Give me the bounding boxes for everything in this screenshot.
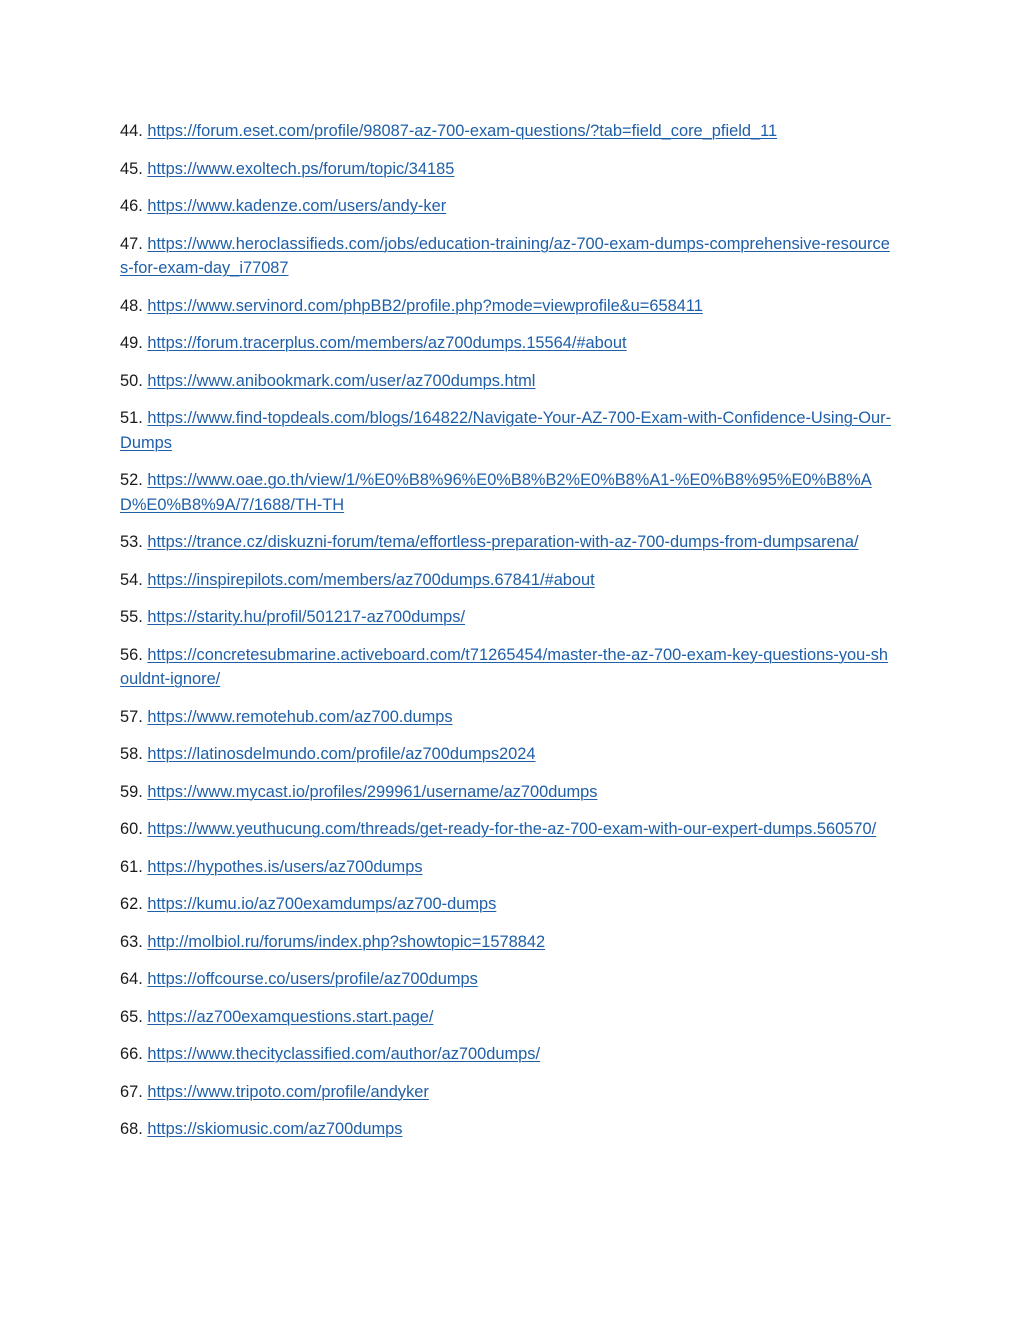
item-link[interactable]: https://www.exoltech.ps/forum/topic/34185 [147,159,455,178]
list-item [120,780,895,805]
item-link[interactable]: https://www.oae.go.th/view/1/%E0%B8%96%E0%B8%B2%E0%B8%A1-%E0%B8%95%E0%B8%AD%E0%B8%9A/7/1688/TH-TH [120,471,872,514]
list-item [120,705,895,730]
item-number: 58. [120,745,143,763]
item-link[interactable]: https://www.kadenze.com/users/andy-ker [147,197,447,215]
list-item [120,930,895,955]
item-number: 62. [120,895,143,913]
item-link[interactable]: https://www.mycast.io/profiles/299961/username/az700dumps [147,782,598,801]
item-link[interactable]: https://www.find-topdeals.com/blogs/164822/Navigate-Your-AZ-700-Exam-with-Confidence-Using-Our-Dumps [120,409,892,452]
list-item [120,605,895,630]
item-link[interactable]: https://az700examquestions.start.page/ [147,1007,434,1026]
item-number: 64. [120,970,143,988]
item-link[interactable]: https://www.yeuthucung.com/threads/get-ready-for-the-az-700-exam-with-our-expert-dumps.560570/ [147,820,877,838]
item-number: 60. [120,820,143,838]
item-number: 53. [120,533,143,551]
item-number: 49. [120,334,143,352]
list-item [120,1042,895,1067]
item-link[interactable]: https://kumu.io/az700examdumps/az700-dumps [147,895,497,913]
list-item [120,1005,895,1030]
item-link[interactable]: https://forum.tracerplus.com/members/az700dumps.15564/#about [147,334,627,352]
list-item [120,568,895,593]
item-number: 66. [120,1045,143,1063]
item-number: 55. [120,608,143,626]
list-item [120,742,895,767]
item-number: 63. [120,932,143,951]
item-link[interactable]: https://latinosdelmundo.com/profile/az700dumps2024 [147,745,536,763]
item-number: 44. [120,122,143,140]
item-link[interactable]: https://skiomusic.com/az700dumps [147,1120,403,1138]
list-item [120,967,895,992]
list-item [120,232,895,281]
list-item [120,157,895,182]
document-page [120,119,895,1155]
item-link[interactable]: https://www.anibookmark.com/user/az700dumps.html [147,371,536,390]
item-number: 59. [120,782,143,801]
item-link[interactable]: https://hypothes.is/users/az700dumps [147,857,423,876]
list-item [120,892,895,917]
list-item [120,817,895,842]
item-number: 54. [120,570,143,589]
item-number: 51. [120,409,143,427]
list-item [120,331,895,356]
item-link[interactable]: https://offcourse.co/users/profile/az700dumps [147,970,478,988]
list-item [120,530,895,555]
item-link[interactable]: https://www.thecityclassified.com/author/az700dumps/ [147,1045,541,1063]
item-link[interactable]: https://www.remotehub.com/az700.dumps [147,707,453,726]
item-link[interactable]: https://www.heroclassifieds.com/jobs/education-training/az-700-exam-dumps-comprehensive-resources-for-exam-day_i77087 [120,234,890,277]
item-number: 67. [120,1082,143,1101]
list-item [120,855,895,880]
item-number: 61. [120,857,143,876]
item-number: 57. [120,707,143,726]
item-link[interactable]: https://forum.eset.com/profile/98087-az-700-exam-questions/?tab=field_core_pfield_11 [147,122,778,140]
list-item [120,643,895,692]
item-link[interactable]: https://starity.hu/profil/501217-az700dumps/ [147,608,466,626]
item-number: 68. [120,1120,143,1138]
list-item [120,1080,895,1105]
list-item [120,406,895,455]
list-item [120,1117,895,1142]
item-link[interactable]: https://concretesubmarine.activeboard.com/t71265454/master-the-az-700-exam-key-questions-you-shouldnt-ignore/ [120,645,889,688]
list-item [120,369,895,394]
item-link[interactable]: https://www.tripoto.com/profile/andyker [147,1082,429,1101]
item-number: 46. [120,197,143,215]
list-item [120,194,895,219]
item-number: 65. [120,1007,143,1026]
item-number: 52. [120,471,143,489]
item-number: 47. [120,234,143,253]
item-number: 48. [120,296,143,315]
item-link[interactable]: https://inspirepilots.com/members/az700dumps.67841/#about [147,570,595,589]
list-item [120,468,895,517]
item-number: 45. [120,159,143,178]
item-link[interactable]: https://trance.cz/diskuzni-forum/tema/effortless-preparation-with-az-700-dumps-from-dumpsarena/ [147,533,859,551]
item-number: 56. [120,645,143,664]
list-item [120,119,895,144]
item-number: 50. [120,371,143,390]
item-link[interactable]: http://molbiol.ru/forums/index.php?showtopic=1578842 [147,932,546,951]
item-link[interactable]: https://www.servinord.com/phpBB2/profile.php?mode=viewprofile&u=658411 [147,296,703,315]
list-item [120,294,895,319]
